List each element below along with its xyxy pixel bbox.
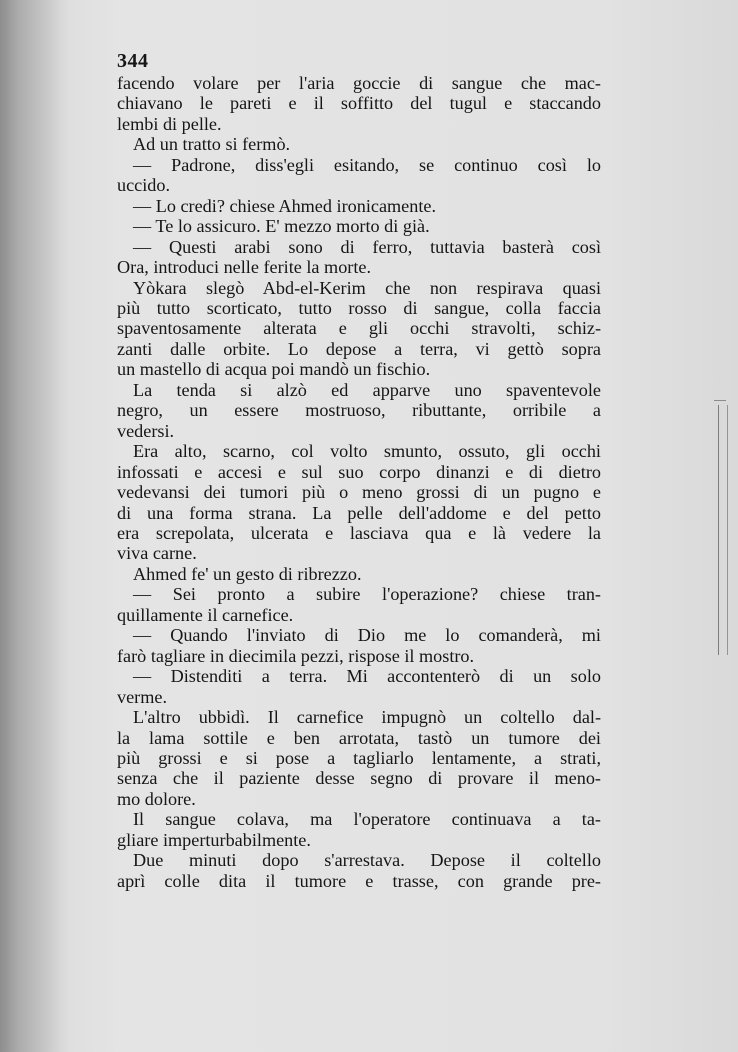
body-text bbox=[117, 73, 601, 891]
text-line: facendo volare per l'aria goccie di sangue che mac- bbox=[117, 73, 601, 93]
text-line: gliare imperturbabilmente. bbox=[117, 829, 311, 850]
text-line: un mastello di acqua poi mandò un fischio. bbox=[117, 359, 431, 380]
text-line: vedevansi dei tumori più o meno grossi di un pugno e bbox=[117, 482, 601, 503]
text-line: Ahmed fe' un gesto di ribrezzo. bbox=[133, 563, 362, 584]
text-line: — Distenditi a terra. Mi accontenterò di un solo bbox=[133, 666, 601, 687]
text-line: negro, un essere mostruoso, ributtante, orribile a bbox=[117, 400, 601, 421]
text-line: zanti dalle orbite. Lo depose a terra, vi gettò sopra bbox=[117, 338, 601, 359]
text-line: quillamente il carnefice. bbox=[117, 604, 294, 625]
text-line: spaventosamente alterata e gli occhi stravolti, schiz- bbox=[117, 318, 601, 339]
text-line: mo dolore. bbox=[117, 788, 196, 809]
text-line: di una forma strana. La pelle dell'addome e del petto bbox=[117, 502, 601, 523]
text-line: — Te lo assicuro. E' mezzo morto di già. bbox=[133, 216, 430, 237]
text-line: — Padrone, diss'egli esitando, se continuo così lo bbox=[133, 154, 601, 175]
text-line: La tenda si alzò ed apparve uno spaventevole bbox=[133, 379, 601, 400]
text-line: Ad un tratto si fermò. bbox=[133, 134, 291, 155]
text-line: — Sei pronto a subire l'operazione? chiese tran- bbox=[133, 584, 601, 605]
text-line: Ora, introduci nelle ferite la morte. bbox=[117, 257, 372, 278]
text-line: più grossi e si pose a tagliarlo lentamente, a strati, bbox=[117, 747, 601, 768]
text-line: viva carne. bbox=[117, 543, 197, 564]
text-line: aprì colle dita il tumore e trasse, con grande pre- bbox=[117, 870, 601, 891]
text-line: L'altro ubbidì. Il carnefice impugnò un coltello dal- bbox=[133, 707, 601, 728]
text-line: verme. bbox=[117, 686, 167, 707]
text-line: Era alto, scarno, col volto smunto, ossuto, gli occhi bbox=[133, 441, 601, 462]
text-line: — Lo credi? chiese Ahmed ironicamente. bbox=[133, 195, 437, 216]
text-line: chiavano le pareti e il soffitto del tugul e staccando bbox=[117, 93, 601, 114]
text-line: era screpolata, ulcerata e lasciava qua e là vedere la bbox=[117, 522, 601, 543]
text-line: — Questi arabi sono di ferro, tuttavia basterà così bbox=[133, 236, 601, 257]
text-line: Due minuti dopo s'arrestava. Depose il coltello bbox=[133, 850, 601, 871]
text-line: Il sangue colava, ma l'operatore continuava a ta- bbox=[133, 809, 601, 830]
text-line: lembi di pelle. bbox=[117, 113, 222, 134]
text-line: Yòkara slegò Abd-el-Kerim che non respirava quasi bbox=[133, 277, 601, 298]
text-line: infossati e accesi e sul suo corpo dinanzi e di dietro bbox=[117, 461, 601, 482]
text-line: — Quando l'inviato di Dio me lo comanderà, mi bbox=[133, 625, 601, 646]
text-line: la lama sottile e ben arrotata, tastò un tumore dei bbox=[117, 727, 601, 748]
text-line: uccido. bbox=[117, 175, 171, 196]
margin-mark-top bbox=[714, 400, 726, 401]
text-line: senza che il paziente desse segno di provare il meno- bbox=[117, 768, 601, 789]
gutter-shadow bbox=[0, 0, 70, 1052]
margin-mark bbox=[718, 405, 728, 655]
text-line: farò tagliare in diecimila pezzi, rispose il mostro. bbox=[117, 645, 475, 666]
page-number: 344 bbox=[117, 50, 149, 72]
text-line: vedersi. bbox=[117, 420, 175, 441]
text-line: più tutto scorticato, tutto rosso di sangue, colla faccia bbox=[117, 297, 601, 318]
